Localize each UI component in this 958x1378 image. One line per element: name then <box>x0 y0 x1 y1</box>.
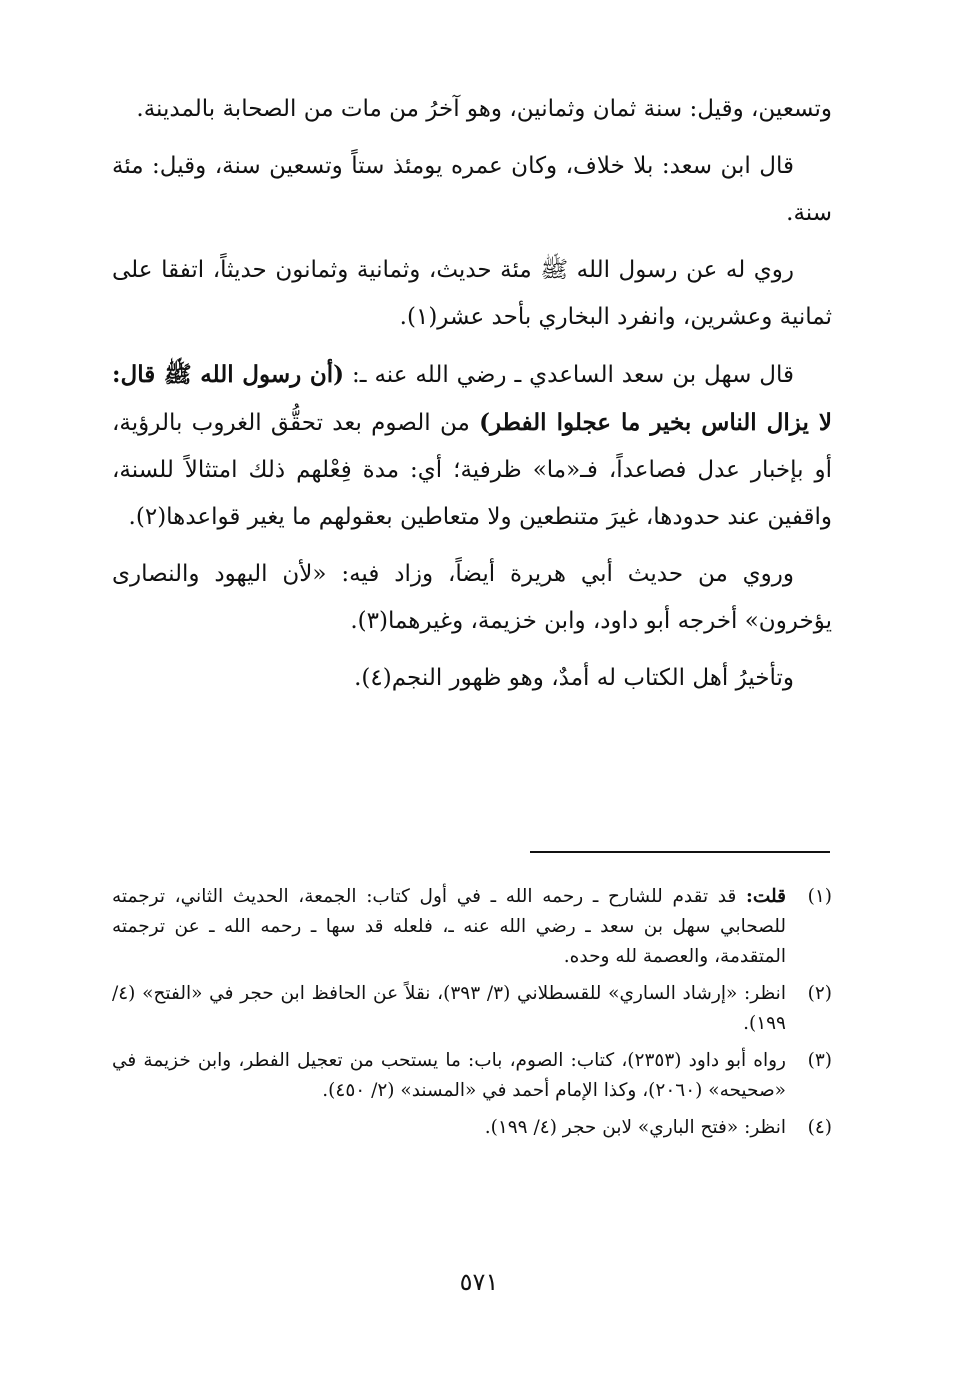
paragraph-5: وروي من حديث أبي هريرة أيضاً، وزاد فيه: «لأن اليهود والنصارى يؤخرون» أخرجه أبو داود، وابن خزيمة، وغيرهما(٣). <box>112 561 832 634</box>
page-number: ٥٧١ <box>459 1268 499 1296</box>
footnote-number: (٤) <box>807 1117 832 1138</box>
footnote-4 <box>112 1113 832 1143</box>
hadith-text: (أن رسول الله ﷺ قال: لا يزال الناس بخير ما عجلوا الفطر) <box>112 361 832 436</box>
paragraph-4-commentary: من الصوم بعد تحقُّق الغروب بالرؤية، أو بإخبار عدل فصاعداً، فـ«ما» ظرفية؛ أي: مدة فِعْلهم ذلك امتثالاً للسنة، واقفين عند حدودها، غيرَ متنطعين ولا متعاطين بعقولهم ما يغير قواعدها(٢). <box>112 410 832 530</box>
footnote-number: (٣) <box>807 1050 832 1071</box>
footnote-body: قد تقدم للشارح ـ رحمه الله ـ في أول كتاب: الجمعة، الحديث الثاني، ترجمته للصحابي سهل بن سعد ـ رضي الله عنه ـ، فلعله قد سها ـ رحمه الله ـ عن ترجمته المتقدمة، والعصمة لله وحده. <box>112 886 786 967</box>
paragraph-1: وتسعين، وقيل: سنة ثمان وثمانين، وهو آخرُ من مات من الصحابة بالمدينة. <box>136 96 832 122</box>
footnote-3 <box>112 1046 832 1106</box>
footnotes <box>112 882 832 1150</box>
footnote-number: (٢) <box>807 983 832 1004</box>
footnote-1 <box>112 882 832 972</box>
footnote-text <box>112 882 786 972</box>
paragraph-4 <box>112 351 832 541</box>
footnote-number: (١) <box>807 886 832 907</box>
paragraph-6: وتأخيرُ أهل الكتاب له أمدٌ، وهو ظهور النجم(٤). <box>354 665 794 691</box>
paragraph-4-intro: قال سهل بن سعد الساعدي ـ رضي الله عنه ـ: <box>344 362 795 388</box>
footnote-text: انظر: «إرشاد الساري» للقسطلاني (٣/ ٣٩٣)، نقلاً عن الحافظ ابن حجر في «الفتح» (٤/ ١٩٩). <box>112 983 786 1034</box>
footnote-2 <box>112 979 832 1039</box>
footnote-text: رواه أبو داود (٢٣٥٣)، كتاب: الصوم، باب: ما يستحب من تعجيل الفطر، وابن خزيمة في «صحيحه» (٢٠٦٠)، وكذا الإمام أحمد في «المسند» (٢/ ٤٥٠). <box>112 1050 786 1101</box>
footnote-divider <box>530 851 830 853</box>
paragraph-2: قال ابن سعد: بلا خلاف، وكان عمره يومئذ ستاً وتسعين سنة، وقيل: مئة سنة. <box>112 153 832 226</box>
footnote-text: انظر: «فتح الباري» لابن حجر (٤/ ١٩٩). <box>484 1117 786 1138</box>
paragraph-3: روي له عن رسول الله ﷺ مئة حديث، وثمانية وثمانون حديثاً، اتفقا على ثمانية وعشرين، وانفرد البخاري بأحد عشر(١). <box>112 257 832 330</box>
footnote-lead: قلت: <box>746 886 786 907</box>
main-text <box>112 86 832 712</box>
